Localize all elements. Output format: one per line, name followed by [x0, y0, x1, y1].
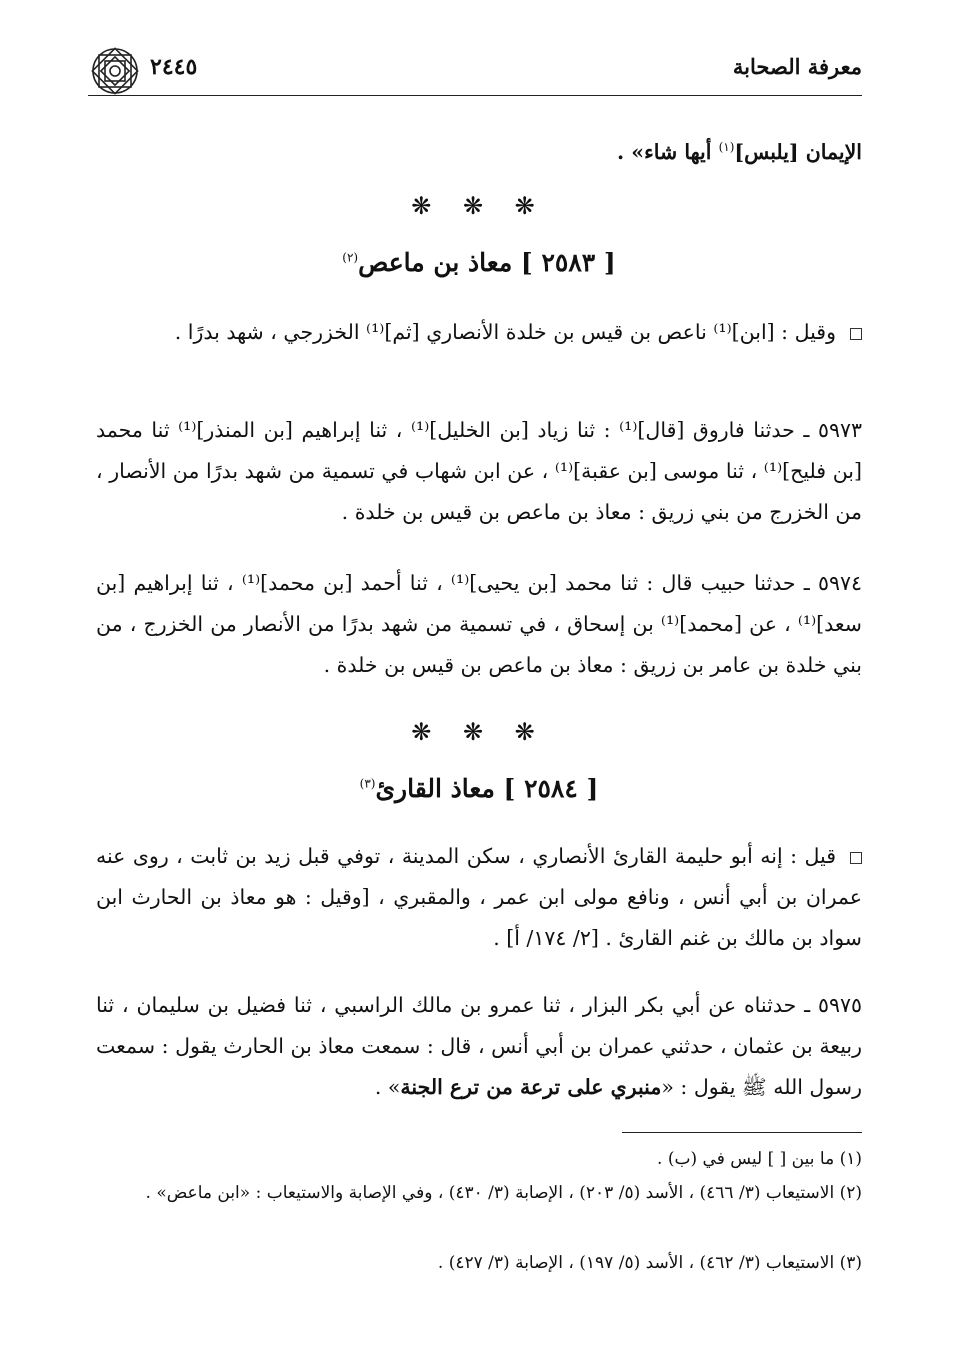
continuation-text: الإيمان [يلبس]$^{(١)}$ أيها شاء» .: [617, 140, 862, 164]
book-title: معرفة الصحابة: [732, 54, 862, 79]
footnote-2: (٢) الاستيعاب (٣/ ٤٦٦) ، الأسد (٥/ ٢٠٣) ، الإصابة (٣/ ٤٣٠) ، وفي الإصابة والاستيعاب : «ابن ماعض» .: [145, 1183, 862, 1203]
page-header: [88, 52, 862, 92]
star-ornament-icon: [88, 44, 142, 98]
paragraph-marker-icon: [850, 328, 862, 340]
entry-2584-intro: قيل : إنه أبو حليمة القارئ الأنصاري ، سكن المدينة ، توفي قبل زيد بن ثابت ، روى عنه عمران بن أبي أنس ، ونافع مولى ابن عمر ، والمقبري ، [وقيل : هو معاذ بن الحارث ابن سواد بن مالك بن غنم القارئ . [٢/ ١٧٤/ أ] .: [96, 844, 862, 950]
footnote-3: (٣) الاستيعاب (٣/ ٤٦٢) ، الأسد (٥/ ١٩٧) ، الإصابة (٣/ ٤٢٧) .: [437, 1253, 862, 1273]
header-rule: [88, 95, 862, 96]
footnote-1: (١) ما بين [ ] ليس في (ب) .: [657, 1149, 862, 1169]
separator-stars: ❋ ❋ ❋: [411, 192, 547, 220]
paragraph-marker-icon: [850, 852, 862, 864]
separator-stars: ❋ ❋ ❋: [411, 718, 547, 746]
footnote-rule: [622, 1132, 862, 1133]
entry-heading-2583: [ ٢٥٨٣ ] معاذ بن ماعص$^{(٢)}$: [342, 248, 616, 277]
entry-heading-2584: [ ٢٥٨٤ ] معاذ القارئ$^{(٣)}$: [359, 774, 599, 803]
hadith-5973: ٥٩٧٣ ـ حدثنا فاروق [قال]⁽¹⁾ : ثنا زياد [بن الخليل]⁽¹⁾ ، ثنا إبراهيم [بن المنذر]⁽¹⁾ ثنا محمد [بن فليح]⁽¹⁾ ، ثنا موسى [بن عقبة]⁽¹⁾ ، عن ابن شهاب في تسمية من شهد بدرًا من الأنصار ، من الخزرج من بني زريق : معاذ بن ماعص بن قيس بن خلدة .: [96, 418, 863, 524]
entry-2583-intro: وقيل : [ابن]⁽¹⁾ ناعص بن قيس بن خلدة الأنصاري [ثم]⁽¹⁾ الخزرجي ، شهد بدرًا .: [96, 312, 862, 353]
hadith-5974: ٥٩٧٤ ـ حدثنا حبيب قال : ثنا محمد [بن يحيى]⁽¹⁾ ، ثنا أحمد [بن محمد]⁽¹⁾ ، ثنا إبراهيم [بن سعد]⁽¹⁾ ، عن [محمد]⁽¹⁾ بن إسحاق ، في تسمية من شهد بدرًا من الأنصار من الخزرج ، من بني خلدة بن عامر بن زريق : معاذ بن ماعص بن قيس بن خلدة .: [96, 571, 862, 677]
page-number: ٢٤٤٥: [150, 54, 198, 80]
hadith-5975: ٥٩٧٥ ـ حدثناه عن أبي بكر البزار ، ثنا عمرو بن مالك الراسبي ، ثنا فضيل بن سليمان ، ثنا ربيعة بن عثمان ، حدثني عمران بن أبي أنس ، قال : سمعت معاذ بن الحارث يقول : سمعت رسول الله ﷺ يقول : «منبري على ترعة من ترع الجنة» .: [96, 993, 862, 1099]
